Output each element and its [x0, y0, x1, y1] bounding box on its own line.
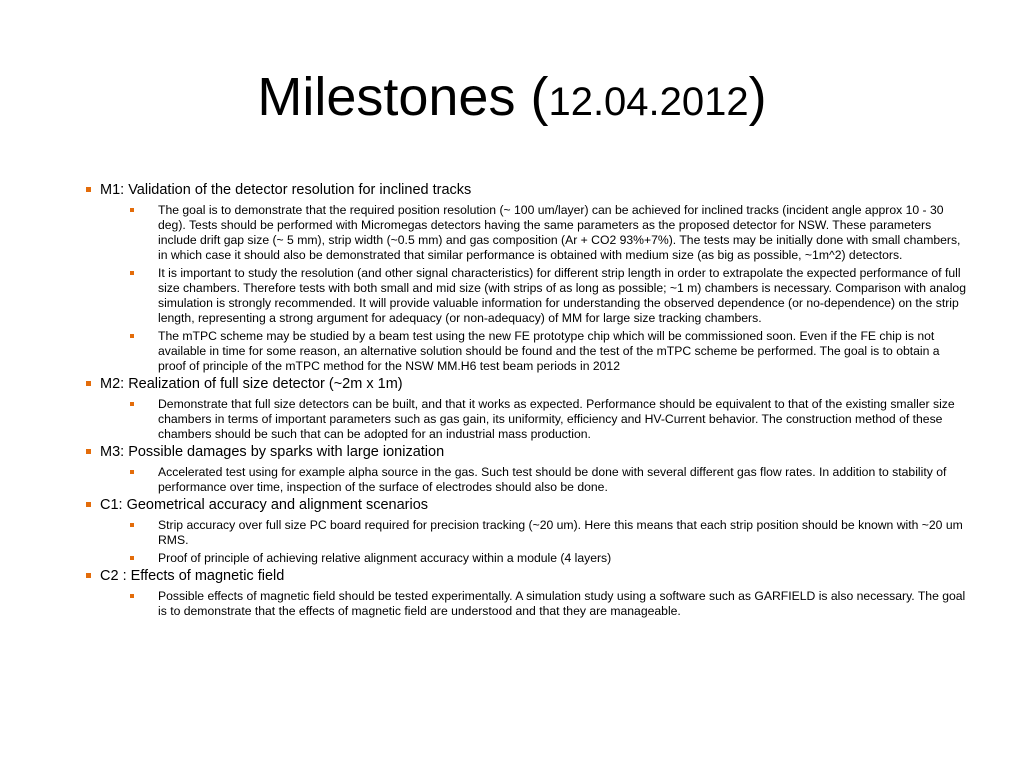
square-bullet-icon — [86, 449, 91, 454]
milestone-heading: M3: Possible damages by sparks with large ionization — [100, 444, 445, 460]
square-bullet-icon — [130, 523, 134, 527]
square-bullet-icon — [86, 502, 91, 507]
square-bullet-icon — [130, 208, 134, 212]
sub-bullet-list — [130, 589, 966, 619]
square-bullet-icon — [130, 271, 134, 275]
sub-bullet-list — [130, 518, 966, 566]
sub-bullet-text: Demonstrate that full size detectors can be built, and that it works as expected. Performance should be equivalent to that of the existing smaller size chambers in terms of important parameters such as gas gain, its uniformity, efficiency and HV-Current behavior. The construction method of these chambers should be such that can be adopted for an industrial mass production. — [158, 397, 955, 441]
milestone-item — [86, 375, 966, 442]
milestone-item — [86, 496, 966, 566]
square-bullet-icon — [86, 381, 91, 386]
title-main: Milestones ( — [257, 67, 549, 127]
square-bullet-icon — [130, 594, 134, 598]
sub-bullet-item — [130, 203, 966, 263]
sub-bullet-text: The mTPC scheme may be studied by a beam test using the new FE prototype chip which will be commissioned soon. Even if the FE chip is not available in time for some reason, an alternative solution should be found and the test of the mTPC scheme be performed. The goal is to obtain a proof of principle of the mTPC method for the NSW MM.H6 test beam periods in 2012 — [158, 329, 940, 373]
sub-bullet-list — [130, 465, 966, 495]
square-bullet-icon — [86, 187, 91, 192]
milestone-item — [86, 567, 966, 619]
square-bullet-icon — [130, 470, 134, 474]
sub-bullet-text: The goal is to demonstrate that the required position resolution (~ 100 um/layer) can be achieved for inclined tracks (incident angle approx 10 - 30 deg). Tests should be performed with Micromegas detectors having the same parameters as the proposed detector for NSW. These parameters include drift gap size (~ 5 mm), strip width (~0.5 mm) and gas composition (Ar + CO2 93%+7%). The tests may be initially done with small chambers, in which case it should also be demonstrated that similar performance is obtained with medium size (as big as possible, ~1m^2) detectors. — [158, 203, 961, 262]
sub-bullet-item — [130, 397, 966, 442]
milestone-item — [86, 443, 966, 495]
square-bullet-icon — [130, 334, 134, 338]
milestone-heading: C2 : Effects of magnetic field — [100, 568, 285, 584]
milestone-heading: M2: Realization of full size detector (~2m x 1m) — [100, 376, 403, 392]
sub-bullet-list — [130, 203, 966, 374]
sub-bullet-item — [130, 465, 966, 495]
slide-title — [0, 62, 1024, 137]
sub-bullet-item — [130, 329, 966, 374]
square-bullet-icon — [86, 573, 91, 578]
title-close: ) — [748, 67, 767, 127]
sub-bullet-list — [130, 397, 966, 442]
sub-bullet-text: Accelerated test using for example alpha source in the gas. Such test should be done with several different gas flow rates. In addition to stability of performance over time, inspection of the surface of electrodes should also be done. — [158, 465, 947, 494]
sub-bullet-item — [130, 266, 966, 326]
sub-bullet-item — [130, 589, 966, 619]
sub-bullet-text: It is important to study the resolution (and other signal characteristics) for different strip length in order to extrapolate the expected performance of full size chambers. Therefore tests with both small and mid size (with strips of as long as possible; ~1 m) chambers is necessary. Comparison with analog simulation is strongly recommended. It will provide valuable information for understanding the observed dependence (or no-dependence) on the strip length, representing a strong argument for adequacy (or non-adequacy) of MM for large size tracking chambers. — [158, 266, 966, 325]
sub-bullet-text: Possible effects of magnetic field should be tested experimentally. A simulation study using a software such as GARFIELD is also necessary. The goal is to demonstrate that the effects of magnetic field are understood and that they are manageable. — [158, 589, 966, 618]
milestone-heading: M1: Validation of the detector resolution for inclined tracks — [100, 182, 472, 198]
milestone-heading: C1: Geometrical accuracy and alignment scenarios — [100, 497, 429, 513]
title-date: 12.04.2012 — [548, 80, 749, 124]
sub-bullet-text: Proof of principle of achieving relative alignment accuracy within a module (4 layers) — [158, 551, 612, 565]
square-bullet-icon — [130, 402, 134, 406]
milestone-item — [86, 181, 966, 374]
sub-bullet-item — [130, 551, 966, 566]
bullet-list — [86, 181, 966, 620]
sub-bullet-text: Strip accuracy over full size PC board required for precision tracking (~20 um). Here this means that each strip position should be known with ~20 um RMS. — [158, 518, 963, 547]
square-bullet-icon — [130, 556, 134, 560]
sub-bullet-item — [130, 518, 966, 548]
